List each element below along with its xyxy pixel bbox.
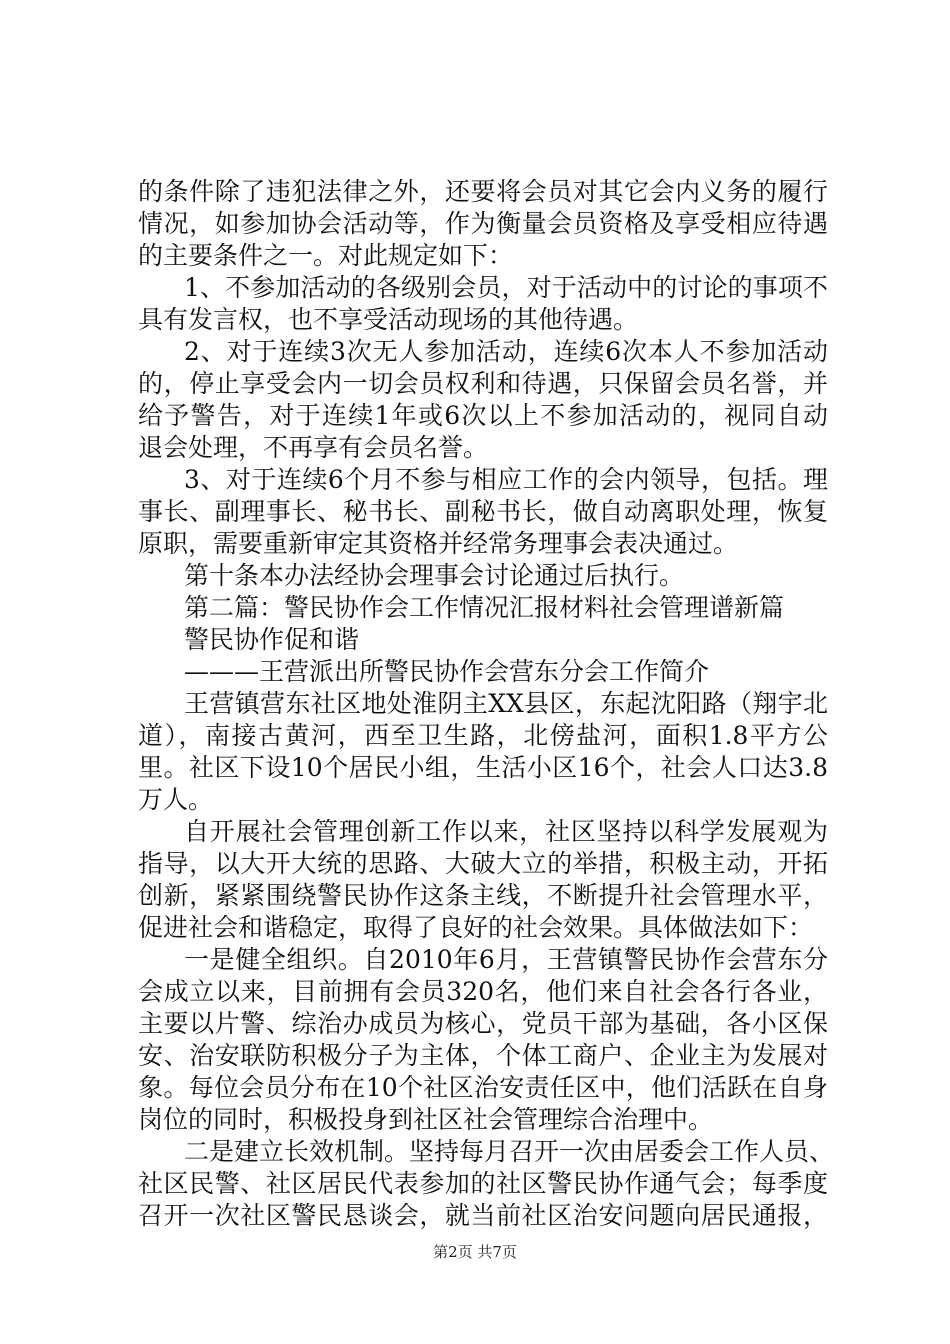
paragraph-line: 会成立以来，目前拥有会员320名，他们来自社会各行各业， [138, 977, 828, 1006]
paragraph-line: 3、对于连续6个月不参与相应工作的会内领导，包括。理 [184, 465, 828, 494]
paragraph-line: 给予警告，对于连续1年或6次以上不参加活动的，视同自动 [138, 401, 828, 430]
paragraph-line: 的条件除了违犯法律之外，还要将会员对其它会内义务的履行 [138, 177, 828, 206]
paragraph-line: 召开一次社区警民恳谈会，就当前社区治安问题向居民通报， [138, 1201, 828, 1230]
paragraph [138, 656, 828, 688]
paragraph-line: 安、治安联防积极分子为主体，个体工商户、企业主为发展对 [138, 1041, 828, 1070]
paragraph-line: 象。每位会员分布在10个社区治安责任区中，他们活跃在自身 [138, 1073, 828, 1102]
paragraph-line: 具有发言权，也不享受活动现场的其他待遇。 [138, 305, 639, 334]
paragraph [138, 1136, 835, 1232]
paragraph [138, 944, 828, 1136]
paragraph [138, 336, 828, 464]
paragraph-line: 二是建立长效机制。坚持每月召开一次由居委会工作人员、 [184, 1137, 835, 1166]
paragraph [138, 816, 828, 944]
paragraph [138, 464, 828, 560]
page-footer: 第2页 共7页 [433, 1243, 517, 1261]
paragraph-line: 万人。 [138, 785, 214, 814]
paragraph-line: 岗位的同时，积极投身到社区社会管理综合治理中。 [138, 1105, 714, 1134]
paragraph-line: 指导，以大开大统的思路、大破大立的举措，积极主动，开拓 [138, 849, 828, 878]
paragraph-line: 的，停止享受会内一切会员权利和待遇，只保留会员名誉，并 [138, 369, 828, 398]
paragraph-line: ———王营派出所警民协作会营东分会工作简介 [184, 657, 710, 686]
paragraph-line: 自开展社会管理创新工作以来，社区坚持以科学发展观为 [184, 817, 828, 846]
paragraph-line: 原职，需要重新审定其资格并经常务理事会表决通过。 [138, 529, 739, 558]
paragraph-line: 道），南接古黄河，西至卫生路，北傍盐河，面积1.8平方公 [138, 721, 828, 750]
paragraph-line: 1、不参加活动的各级别会员，对于活动中的讨论的事项不 [184, 273, 828, 302]
paragraph-line: 社区民警、社区居民代表参加的社区警民协作通气会；每季度 [138, 1169, 828, 1198]
paragraph-line: 里。社区下设10个居民小组，生活小区16个，社会人口达3.8 [138, 753, 828, 782]
paragraph [138, 688, 828, 816]
paragraph [138, 592, 828, 624]
paragraph-line: 事长、副理事长、秘书长、副秘书长，做自动离职处理，恢复 [138, 497, 828, 526]
paragraph-line: 2、对于连续3次无人参加活动，连续6次本人不参加活动 [184, 337, 828, 366]
document-body [138, 176, 835, 1232]
paragraph [138, 624, 828, 656]
paragraph-line: 一是健全组织。自2010年6月，王营镇警民协作会营东分 [184, 945, 828, 974]
paragraph-line: 创新，紧紧围绕警民协作这条主线，不断提升社会管理水平， [138, 881, 828, 910]
paragraph-line: 促进社会和谐稳定，取得了良好的社会效果。具体做法如下： [138, 913, 814, 942]
paragraph [138, 176, 828, 272]
paragraph [138, 560, 828, 592]
paragraph-line: 第二篇：警民协作会工作情况汇报材料社会管理谱新篇 [184, 593, 785, 622]
paragraph-line: 退会处理，不再享有会员名誉。 [138, 433, 489, 462]
paragraph-line: 第十条本办法经协会理事会讨论通过后执行。 [184, 561, 685, 590]
paragraph-line: 的主要条件之一。对此规定如下： [138, 241, 514, 270]
paragraph-line: 主要以片警、综治办成员为核心，党员干部为基础，各小区保 [138, 1009, 828, 1038]
paragraph [138, 272, 828, 336]
paragraph-line: 王营镇营东社区地处淮阴主XX县区，东起沈阳路（翔宇北 [184, 689, 828, 718]
paragraph-line: 情况，如参加协会活动等，作为衡量会员资格及享受相应待遇 [138, 209, 828, 238]
paragraph-line: 警民协作促和谐 [184, 625, 360, 654]
